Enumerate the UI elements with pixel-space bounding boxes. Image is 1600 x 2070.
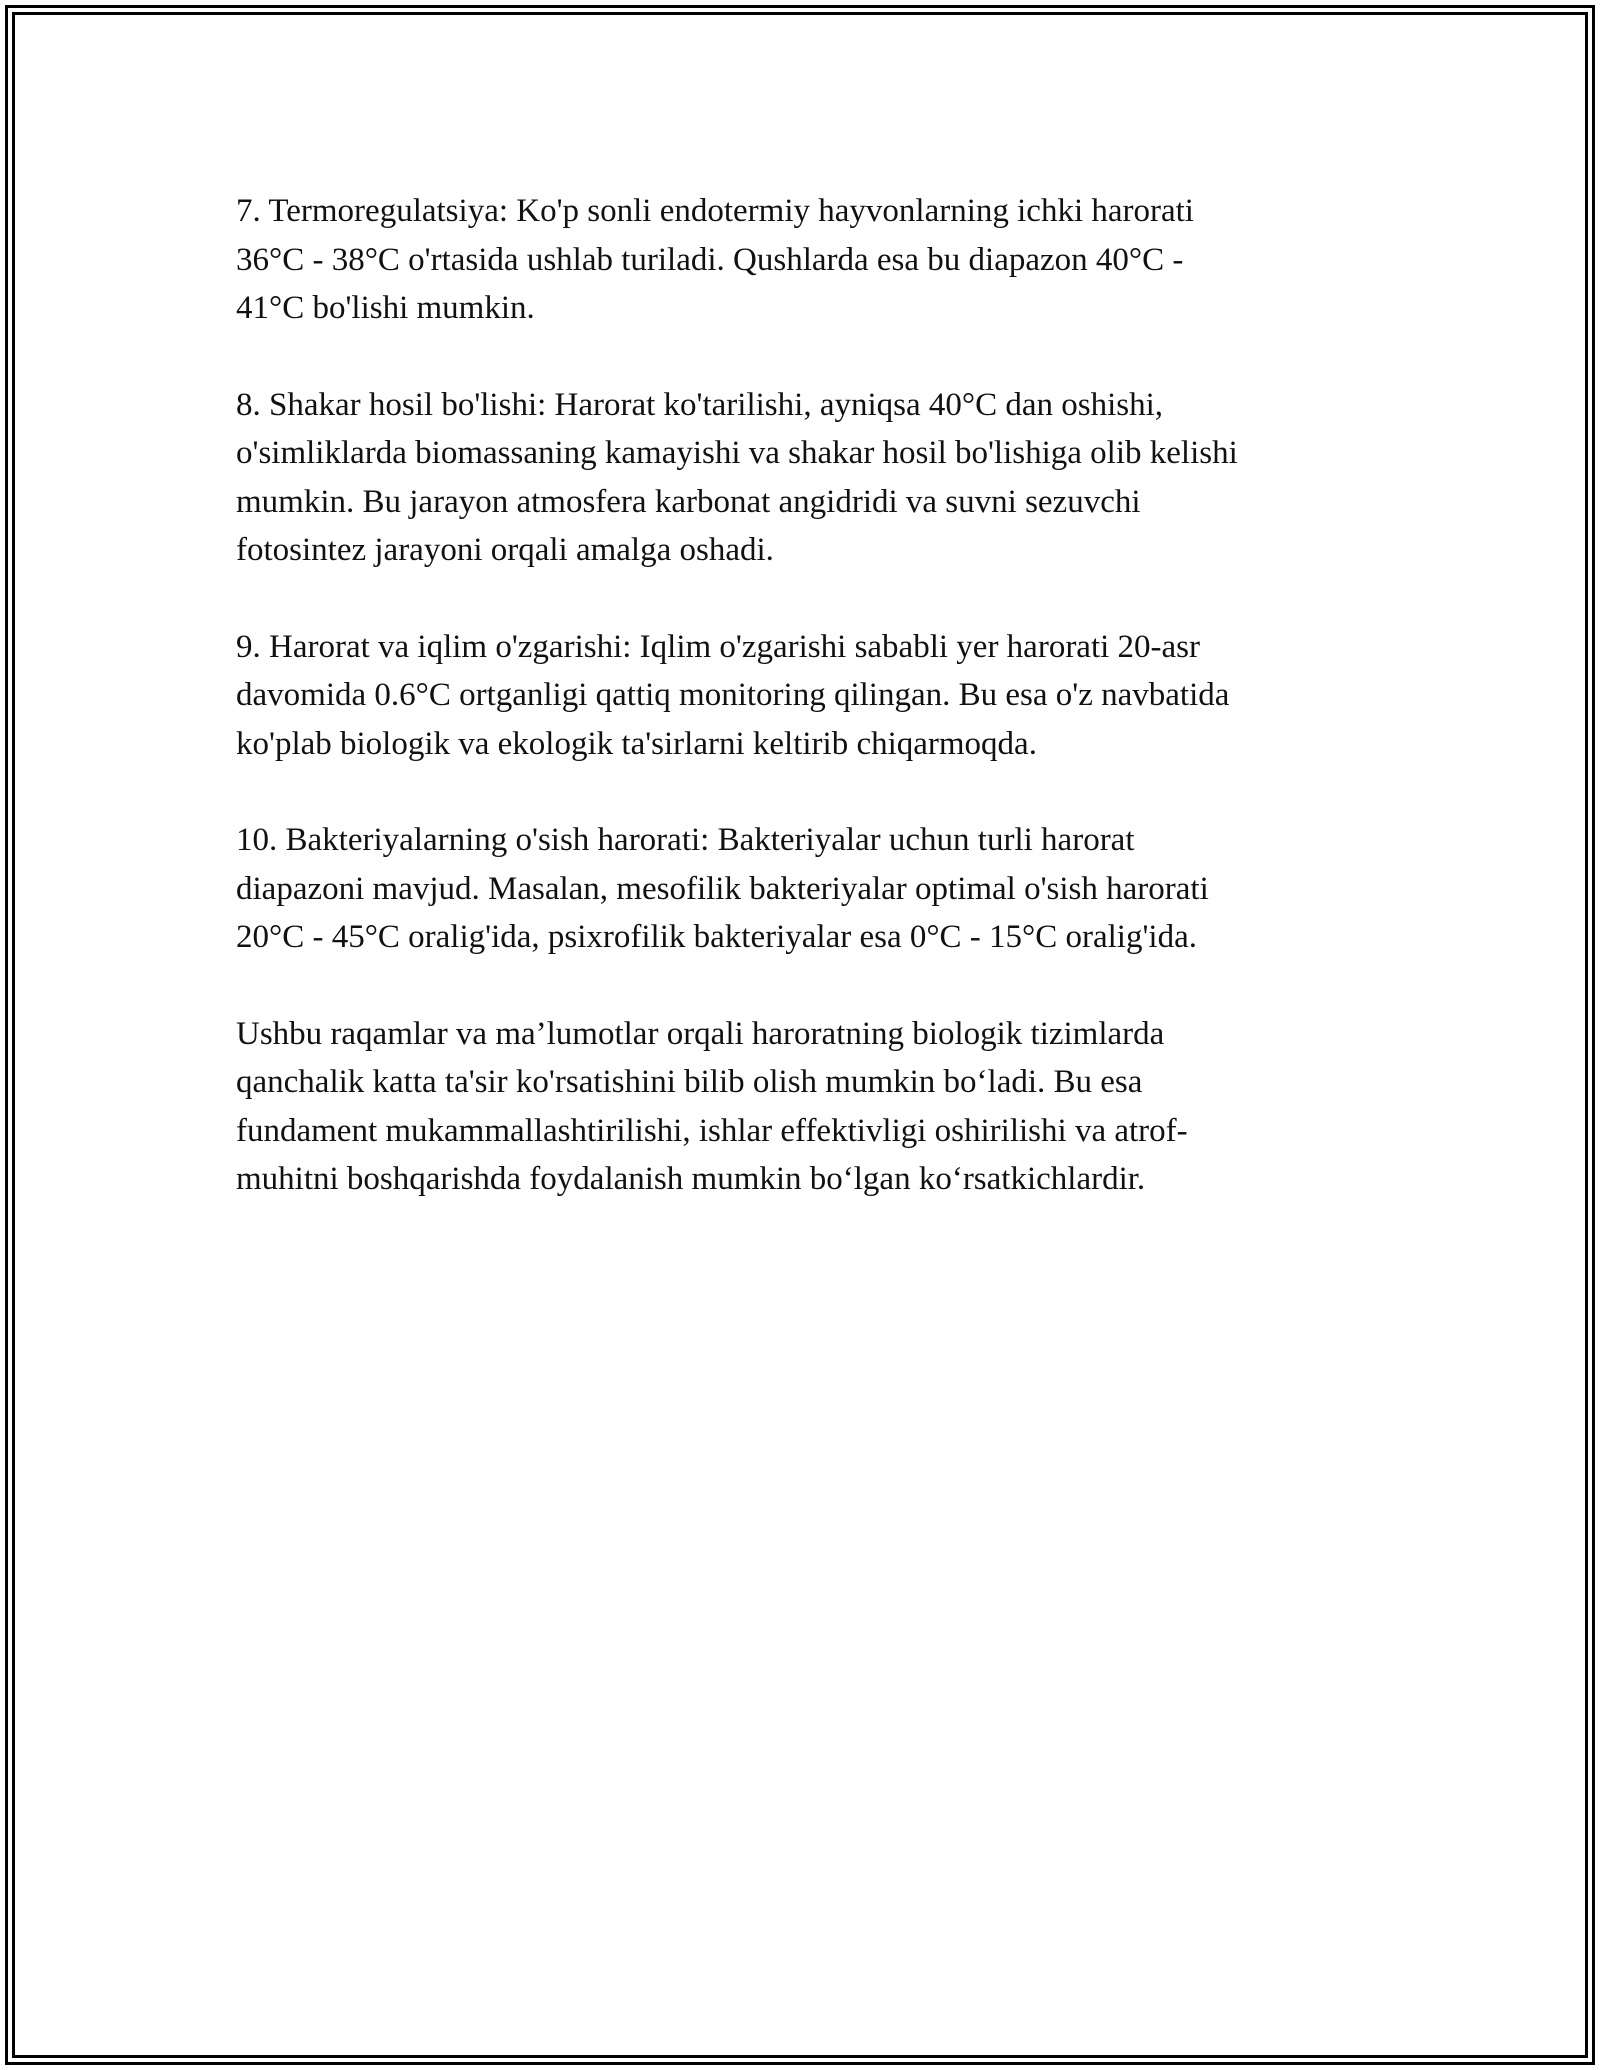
paragraph-iqlim-ozgarishi bbox=[236, 623, 1366, 769]
text-line: diapazoni mavjud. Masalan, mesofilik bakteriyalar optimal o'sish harorati bbox=[236, 870, 1209, 907]
paragraph-bakteriyalar bbox=[236, 816, 1366, 962]
text-line: o'simliklarda biomassaning kamayishi va shakar hosil bo'lishiga olib kelishi bbox=[236, 435, 1238, 471]
document-body bbox=[236, 187, 1366, 1252]
text-line: fundament mukammallashtirilishi, ishlar effektivligi oshirilishi va atrof- bbox=[236, 1112, 1188, 1149]
text-line: 36°C - 38°C o'rtasida ushlab turiladi. Qushlarda esa bu diapazon 40°C - bbox=[236, 241, 1184, 278]
text-line: 8. Shakar hosil bo'lishi: Harorat ko'tarilishi, ayniqsa 40°C dan oshishi, bbox=[236, 386, 1163, 423]
text-line: Ushbu raqamlar va ma’lumotlar orqali haroratning biologik tizimlarda bbox=[236, 1015, 1165, 1052]
text-line: 9. Harorat va iqlim o'zgarishi: Iqlim o'zgarishi sababli yer harorati 20-asr bbox=[236, 628, 1201, 665]
text-line: ko'plab biologik va ekologik ta'sirlarni keltirib chiqarmoqda. bbox=[236, 725, 1037, 762]
paragraph-termoregulatsiya bbox=[236, 187, 1366, 333]
text-line: mumkin. Bu jarayon atmosfera karbonat angidridi va suvni sezuvchi bbox=[236, 483, 1141, 520]
text-line: muhitni boshqarishda foydalanish mumkin bo‘lgan ko‘rsatkichlardir. bbox=[236, 1161, 1146, 1197]
text-line: 20°C - 45°C oralig'ida, psixrofilik bakteriyalar esa 0°C - 15°C oralig'ida. bbox=[236, 919, 1197, 955]
text-line: 10. Bakteriyalarning o'sish harorati: Bakteriyalar uchun turli harorat bbox=[236, 822, 1135, 858]
text-line: 7. Termoregulatsiya: Ko'p sonli endotermiy hayvonlarning ichki harorati bbox=[236, 193, 1194, 229]
text-line: 41°C bo'lishi mumkin. bbox=[236, 290, 535, 326]
text-line: qanchalik katta ta'sir ko'rsatishini bilib olish mumkin bo‘ladi. Bu esa bbox=[236, 1064, 1143, 1100]
paragraph-conclusion bbox=[236, 1010, 1366, 1204]
text-line: davomida 0.6°C ortganligi qattiq monitoring qilingan. Bu esa o'z navbatida bbox=[236, 677, 1230, 713]
paragraph-shakar-hosil bbox=[236, 381, 1366, 575]
text-line: fotosintez jarayoni orqali amalga oshadi. bbox=[236, 532, 774, 568]
